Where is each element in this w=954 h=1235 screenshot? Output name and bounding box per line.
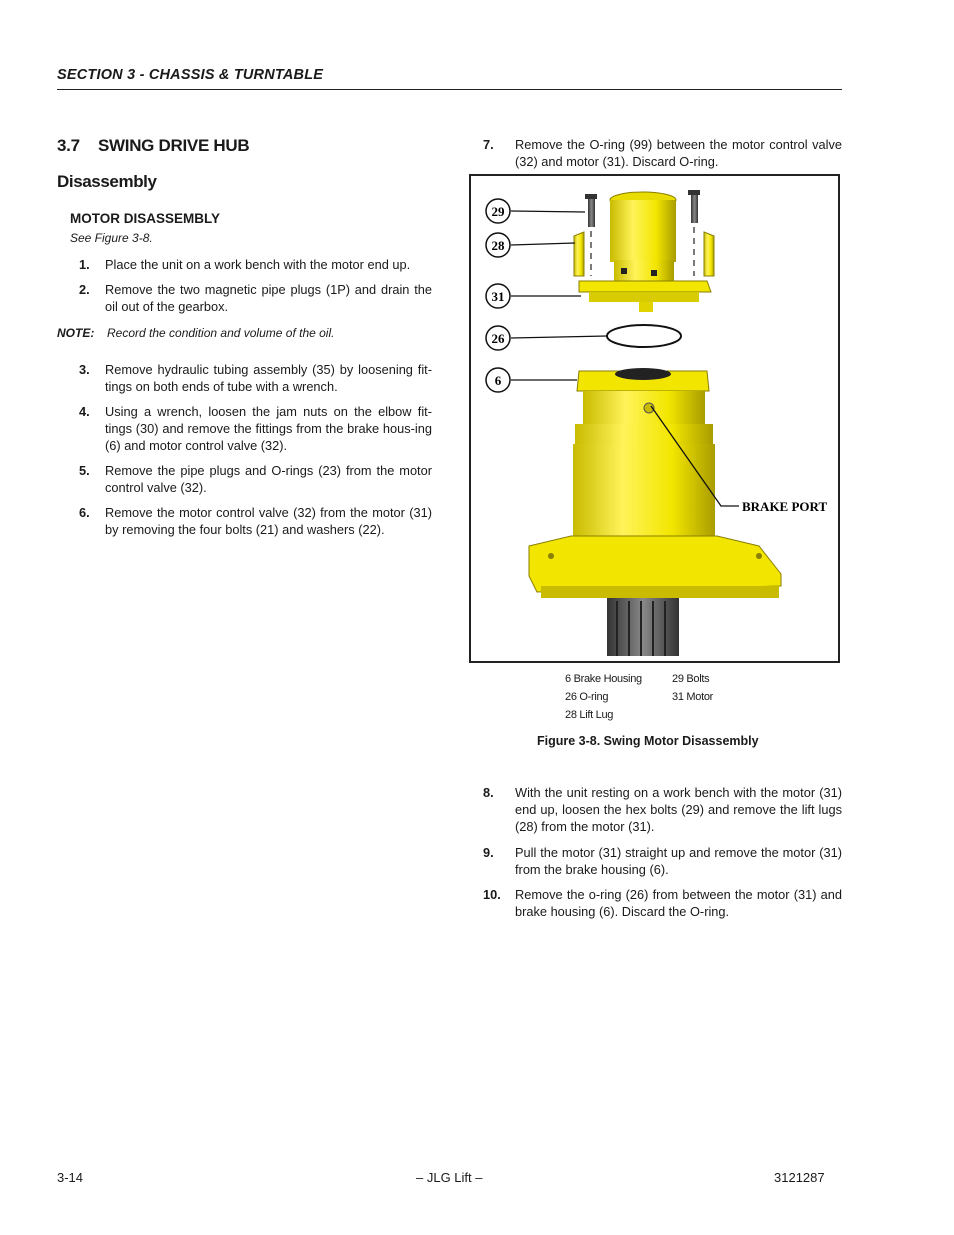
step-text: Remove the motor control valve (32) from the motor (31) by removing the four bolts (21) and washers (22). [105,505,432,537]
footer-doc-number: 3121287 [774,1170,825,1185]
step-number: 10. [483,887,501,902]
step-text: Remove the two magnetic pipe plugs (1P) and drain the oil out of the gearbox. [105,282,432,314]
svg-text:28: 28 [491,238,505,253]
see-figure-ref: See Figure 3-8. [70,231,153,245]
step-4 [79,403,432,454]
note [57,326,334,340]
swing-motor-illustration [471,176,838,661]
callout-29 [486,199,510,223]
legend-left [565,670,642,724]
step-6 [79,504,432,538]
figure-caption: Figure 3-8. Swing Motor Disassembly [537,734,759,748]
footer-center: – JLG Lift – [416,1170,483,1185]
brake-housing [529,368,781,598]
step-number: 7. [483,137,494,152]
step-number: 4. [79,404,90,419]
callout-6 [486,368,510,392]
swing-motor-figure [469,174,840,663]
callout-31 [486,284,510,308]
legend-item: 31 Motor [672,691,714,703]
step-9 [483,844,842,878]
step-number: 6. [79,505,90,520]
step-5 [79,462,432,496]
section-number: 3.7 [57,136,80,155]
legend-right [672,670,713,706]
legend-item: 6 Brake Housing [565,673,642,685]
step-7 [483,136,842,170]
svg-text:31: 31 [491,289,505,304]
legend-item: 28 Lift Lug [565,709,614,721]
footer-page-number: 3-14 [57,1170,84,1185]
step-text: With the unit resting on a work bench with the motor (31) end up, loosen the hex bolts (29) and remove the lift lugs (28) from the motor (31). [515,785,842,834]
step-2 [79,281,432,315]
subsubheading: MOTOR DISASSEMBLY [70,211,221,226]
step-number: 9. [483,845,494,860]
step-8 [483,784,842,835]
step-text: Remove the pipe plugs and O-rings (23) from the motor control valve (32). [105,463,432,495]
step-number: 3. [79,362,90,377]
step-text: Pull the motor (31) straight up and remove the motor (31) from the brake housing (6). [515,845,842,877]
pinion-gear [607,598,679,656]
step-number: 5. [79,463,90,478]
note-label: NOTE: [57,326,95,340]
step-number: 2. [79,282,90,297]
svg-text:6: 6 [494,373,502,388]
legend-item: 29 Bolts [672,673,710,685]
step-text: Using a wrench, loosen the jam nuts on the elbow fit-tings (30) and remove the fittings from the brake hous-ing (6) and motor control valve (32). [105,404,432,453]
step-number: 1. [79,257,90,272]
svg-text:26: 26 [491,331,505,346]
section-title [57,136,249,156]
o-ring [607,325,681,347]
bolt-left [585,194,597,276]
section-title-text: SWING DRIVE HUB [98,136,250,155]
callout-26 [486,326,510,350]
section-header-text: SECTION 3 - CHASSIS & TURNTABLE [57,67,324,83]
step-text: Place the unit on a work bench with the motor end up. [105,257,411,272]
step-10 [483,886,842,920]
legend-item: 26 O-ring [565,691,609,703]
step-text: Remove hydraulic tubing assembly (35) by loosening fit-tings on both ends of tube with a wrench. [105,362,432,394]
step-text: Remove the O-ring (99) between the motor control valve (32) and motor (31). Discard O-ring. [515,137,842,169]
note-text: Record the condition and volume of the oil. [107,326,335,340]
brake-port-label: BRAKE PORT [742,499,828,514]
page-header [57,66,842,90]
step-3 [79,361,432,395]
step-text: Remove the o-ring (26) from between the motor (31) and brake housing (6). Discard the O-ring. [515,887,842,919]
bolt-right [688,190,700,276]
step-1 [79,256,432,273]
subheading: Disassembly [57,172,157,191]
callout-28 [486,233,510,257]
svg-text:29: 29 [491,204,505,219]
step-number: 8. [483,785,494,800]
